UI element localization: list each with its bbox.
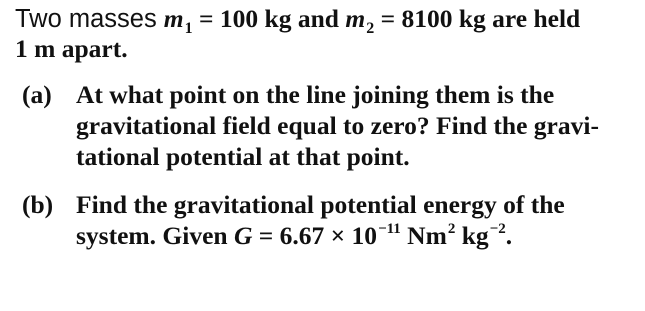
part-a-line-3: tational potential at that point. (76, 142, 410, 171)
unit-nm: Nm (400, 221, 447, 250)
part-b-label: (b) (22, 190, 54, 219)
part-b-line-1: Find the gravitational potential energy of the (76, 190, 565, 219)
intro-text-1: Two masses (15, 5, 164, 33)
part-a-line-2: gravitational field equal to zero? Find the gravi- (76, 111, 599, 140)
intro-text-3: = 8100 kg are held (374, 4, 581, 33)
problem-intro-line-2: 1 m apart. (15, 34, 128, 63)
unit-kg-exponent: −2 (489, 221, 506, 237)
unit-kg: kg (455, 221, 489, 250)
gravitational-constant-value: = 6.67 × 10 (252, 221, 378, 250)
part-b-line-2 (76, 221, 512, 255)
part-b-prefix: system. Given (76, 221, 234, 250)
problem-intro-line-1 (15, 4, 580, 38)
unit-nm-exponent: 2 (447, 221, 456, 237)
mass-subscript-2: 2 (366, 20, 375, 37)
mass-symbol-m1: m (163, 4, 184, 33)
part-a-line-1: At what point on the line joining them is the (76, 80, 555, 109)
part-a-label: (a) (22, 80, 52, 109)
gravitational-constant-symbol: G (233, 221, 253, 250)
mass-symbol-m2: m (345, 4, 366, 33)
intro-text-2: = 100 kg and (192, 4, 346, 33)
gravitational-constant-exponent: −11 (378, 221, 401, 237)
mass-subscript-1: 1 (184, 20, 193, 37)
sentence-end: . (505, 221, 513, 250)
